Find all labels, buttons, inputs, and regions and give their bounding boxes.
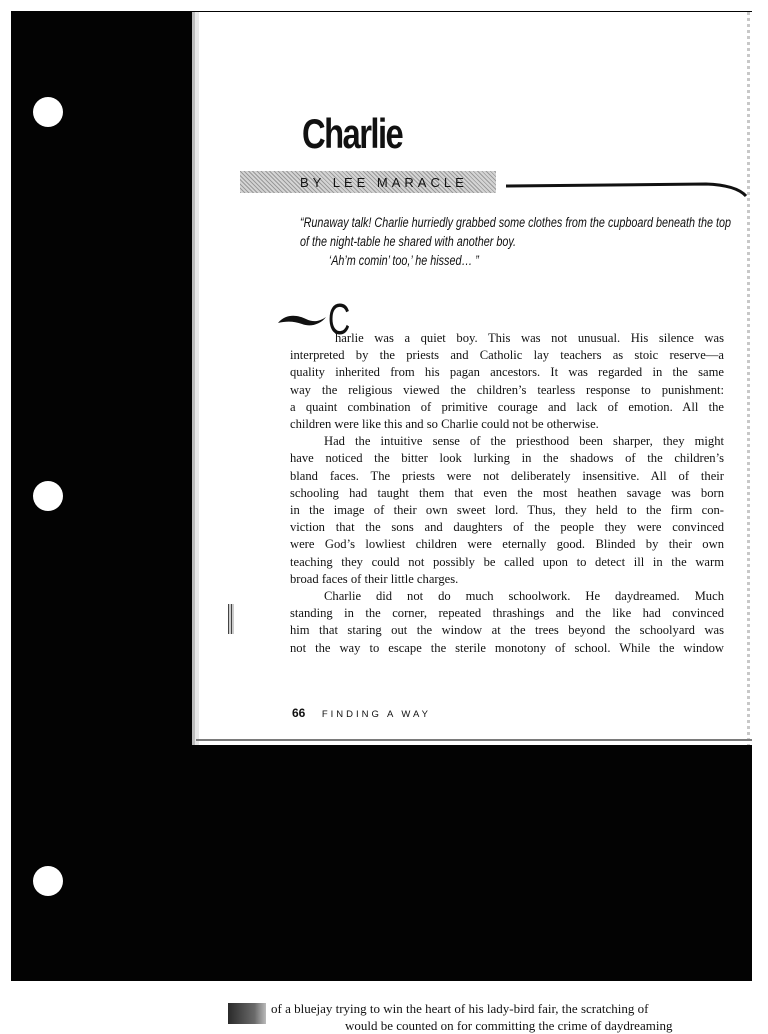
- text-line: quality inherited from his pagan ancestors. It was regarded in the same: [290, 365, 724, 380]
- page-footer: [292, 704, 431, 722]
- text-line: children were like this and so Charlie could not be otherwise.: [290, 417, 599, 432]
- scan-artifact: [228, 1003, 266, 1024]
- text-line: way the religious viewed the children’s tearless response to punishment:: [290, 382, 724, 397]
- bleed-line: would be counted on for committing the crime of daydreaming: [345, 1018, 673, 1033]
- text-line: broad faces of their little charges.: [290, 571, 459, 586]
- epigraph: [300, 213, 732, 270]
- text-line: schooling had taught them that even the most heathen savage was born: [290, 485, 724, 500]
- running-footer-title: FINDING A WAY: [321, 709, 432, 720]
- text-line: were God’s lowliest children were eternally good. Blinded by their own: [290, 537, 724, 552]
- drop-cap: C: [328, 295, 351, 344]
- punch-hole-bottom: [33, 866, 63, 896]
- text-line: harlie was a quiet boy. This was not unusual. His silence was: [335, 331, 724, 345]
- text-line: him that staring out the window at the trees beyond the schoolyard was: [290, 623, 724, 638]
- text-line: teaching they could not possibly be called upon to detect ill in the warm: [290, 554, 724, 569]
- story-body: [290, 330, 724, 657]
- text-line: bland faces. The priests were not deliberately insensitive. All of their: [290, 468, 724, 483]
- text-line: a quaint combination of primitive courage and lack of emotion. All the: [290, 399, 724, 414]
- text-line: have noticed the bitter look lurking in the shadows of the children’s: [290, 451, 724, 466]
- epigraph-line: “Runaway talk! Charlie hurriedly grabbed some clothes from the cupboard beneath the top: [300, 215, 732, 230]
- ornament-squiggle: [276, 309, 328, 331]
- text-line: viction that the sons and daughters of the people they were convinced: [290, 520, 724, 535]
- bleed-line: of a bluejay trying to win the heart of his lady-bird fair, the scratching of: [271, 1001, 649, 1016]
- text-line: in the image of their own sweet lord. Thus, they held to the firm con-: [290, 503, 724, 518]
- text-line: interpreted by the priests and Catholic lay teachers as stoic reserve—a: [290, 348, 724, 363]
- text-line: Had the intuitive sense of the priesthood been sharper, they might: [324, 434, 724, 449]
- page-edge-noise: [747, 12, 750, 745]
- punch-hole-middle: [33, 481, 63, 511]
- epigraph-line: ‘Ah’m comin’ too,’ he hissed… ”: [328, 253, 479, 268]
- text-line: not the way to escape the sterile monotony of school. While the window: [290, 640, 724, 655]
- next-page-bleed: [271, 1000, 701, 1034]
- text-line: Charlie did not do much schoolwork. He daydreamed. Much: [324, 589, 724, 604]
- story-title: Charlie: [302, 110, 403, 157]
- text-line: standing in the corner, repeated thrashings and the like had convinced: [290, 606, 724, 621]
- byline-rule: [506, 176, 748, 202]
- author-byline: BY LEE MARACLE: [300, 175, 468, 190]
- page-number: 66: [292, 706, 306, 720]
- scan-artifact: [228, 604, 234, 634]
- epigraph-line: of the night-table he shared with another boy.: [300, 234, 516, 249]
- page-bottom-edge: [196, 739, 752, 741]
- punch-hole-top: [33, 97, 63, 127]
